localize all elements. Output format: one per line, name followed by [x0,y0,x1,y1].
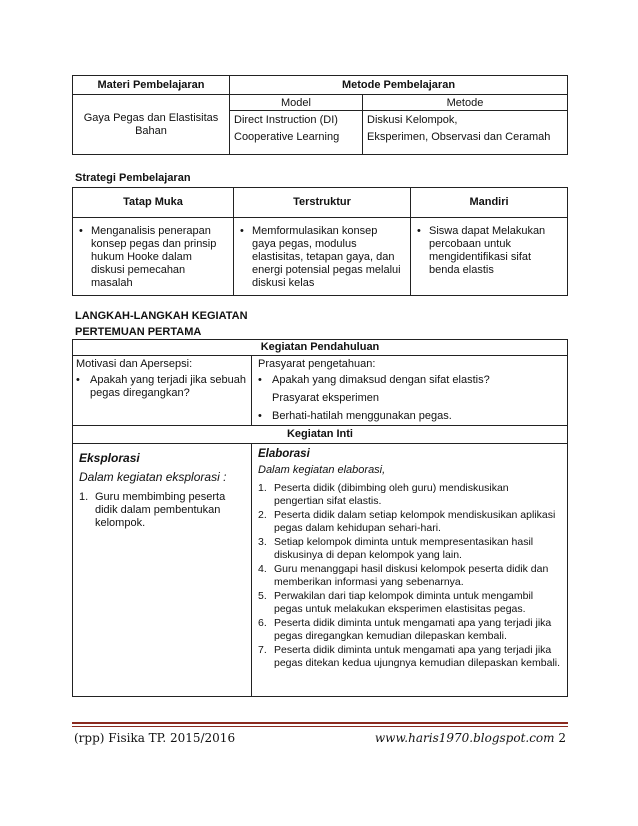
footer-url[interactable]: www.haris1970.blogspot.com [374,731,555,745]
strategi-heading: Strategi Pembelajaran [75,172,191,184]
footer-rule [72,722,568,724]
model-line: Direct Instruction (DI) [234,114,338,126]
elaborasi-item: 4. Guru menanggapi hasil diskusi kelompok peserta didik dan memberikan informasi yang sebenarnya. [258,563,549,588]
metode-cell [363,111,568,155]
strategi-item: • Menganalisis penerapan konsep pegas dan prinsip hukum Hooke dalam diskusi pemecahan masalah [79,225,227,290]
metode-line: Eksperimen, Observasi dan Ceramah [367,131,551,143]
kegiatan-table [72,339,568,697]
elaborasi-item: 5. Perwakilan dari tiap kelompok diminta untuk mengambil pegas untuk melakukan eksperimen elastisitas pegas. [258,590,534,615]
eksplorasi-title: Eksplorasi [79,451,140,465]
strategi-header: Mandiri [411,188,568,218]
eksplorasi-number: 1. [79,491,89,503]
prasyarat-title: Prasyarat pengetahuan: [258,358,376,370]
strategi-cell [73,218,234,296]
strategi-item: • Siswa dapat Melakukan percobaan untuk mengidentifikasi sifat benda elastis [417,225,561,277]
motivasi-item: • Apakah yang terjadi jika sebuah pegas diregangkan? [76,374,248,400]
metode-line: Diskusi Kelompok, [367,114,458,126]
motivasi-title: Motivasi dan Apersepsi: [76,358,193,370]
footer-left: (rpp) Fisika TP. 2015/2016 [74,731,236,745]
elaborasi-item: 3. Setiap kelompok diminta untuk mempresentasikan hasil diskusinya di depan kelompok yang lain. [258,536,534,561]
pendahuluan-header: Kegiatan Pendahuluan [73,340,568,356]
strategi-cell [234,218,411,296]
elaborasi-list [258,482,561,670]
model-line: Cooperative Learning [234,131,340,143]
strategi-item: • Memformulasikan konsep gaya pegas, modulus elastisitas, tetapan gaya, dan energi potensial pegas melalui diskusi kelas [240,225,404,290]
elaborasi-subtitle: Dalam kegiatan elaborasi, [258,464,386,476]
footer-right [375,731,566,745]
prasyarat-item: • Apakah yang dimaksud dengan sifat elastis? [258,374,561,387]
eksplorasi-cell [73,444,252,697]
elaborasi-title: Elaborasi [258,448,310,460]
materi-metode-table [72,75,568,155]
materi-cell: Gaya Pegas dan Elastisitas Bahan [73,95,230,155]
materi-header: Materi Pembelajaran [73,76,230,95]
eksplorasi-subtitle: Dalam kegiatan eksplorasi : [79,470,227,484]
page-number: 2 [558,731,566,745]
elaborasi-item: 6. Peserta didik diminta untuk mengamati apa yang terjadi jika pegas diregangkan kemudian dilepaskan kembali. [258,617,552,642]
eksplorasi-text: Guru membimbing peserta didik dalam pembentukan kelompok. [95,491,226,529]
elaborasi-cell [252,444,568,697]
footer-rule-thin [72,726,568,727]
model-cell [230,111,363,155]
langkah-title: LANGKAH-LANGKAH KEGIATAN [75,310,248,322]
elaborasi-item: 1. Peserta didik (dibimbing oleh guru) mendiskusikan pengertian sifat elastis. [258,482,509,507]
strategi-table [72,187,568,296]
strategi-header: Tatap Muka [73,188,234,218]
metode-header: Metode Pembelajaran [230,76,568,95]
prasyarat-sub: Prasyarat eksperimen [272,392,379,404]
elaborasi-item: 2. Peserta didik dalam setiap kelompok mendiskusikan aplikasi pegas dalam kehidupan sehari-hari. [258,509,556,534]
eksplorasi-item [79,491,245,530]
inti-header: Kegiatan Inti [73,426,568,444]
prasyarat-cell [252,356,568,426]
pertemuan-title: PERTEMUAN PERTAMA [75,326,202,338]
strategi-cell [411,218,568,296]
metode-subheader: Metode [363,95,568,111]
elaborasi-item: 7. Peserta didik diminta untuk mengamati apa yang terjadi jika pegas ditekan kedua ujungnya kemudian dilepaskan kembali. [258,644,561,669]
prasyarat-item: • Berhati-hatilah menggunakan pegas. [258,410,561,423]
motivasi-cell [73,356,252,426]
strategi-header: Terstruktur [234,188,411,218]
model-subheader: Model [230,95,363,111]
